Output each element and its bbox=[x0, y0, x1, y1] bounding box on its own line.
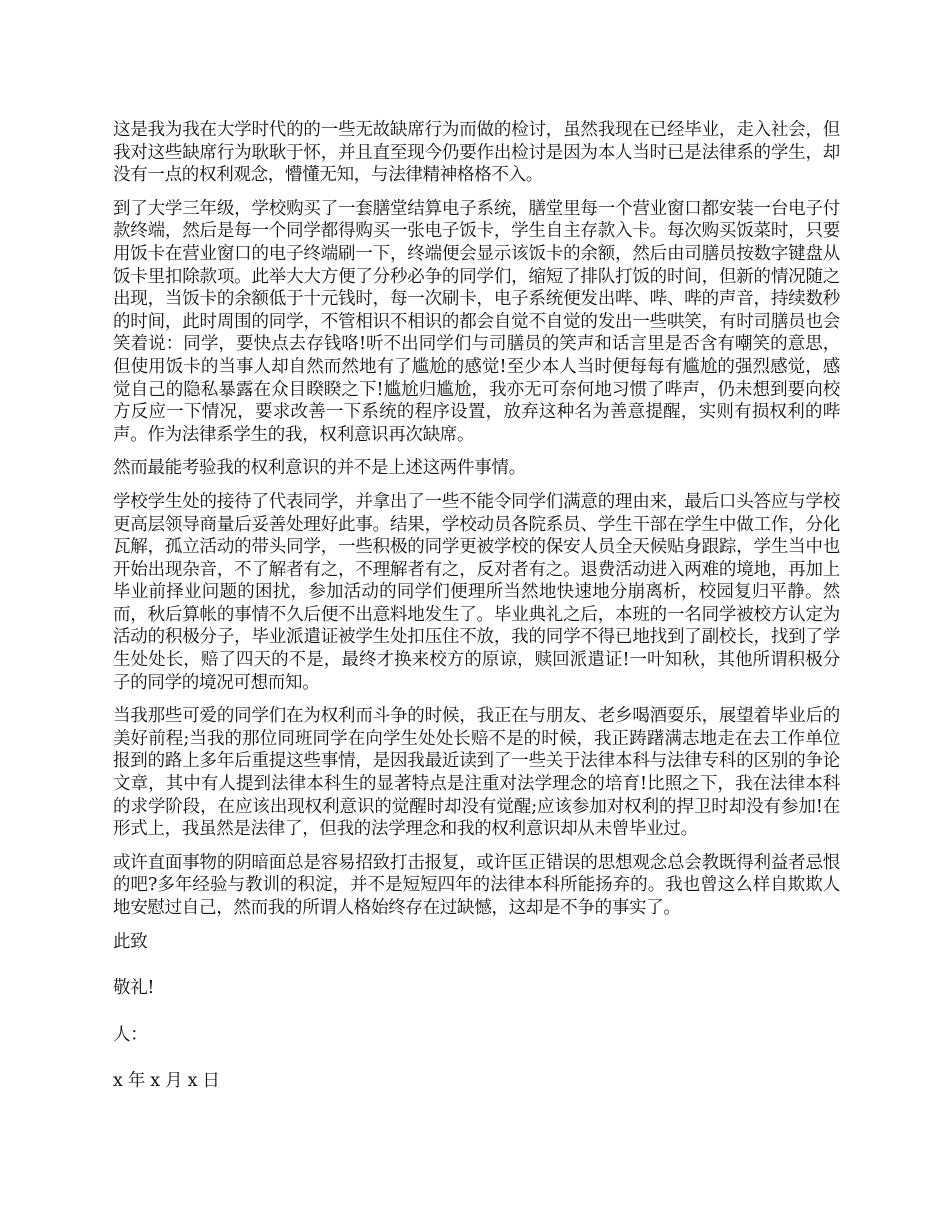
date-line: x 年 x 月 x 日 bbox=[113, 1071, 220, 1092]
paragraph-6: 或许直面事物的阴暗面总是容易招致打击报复，或许匡正错误的思想观念总会教既得利益者忌恨的吧?多年经验与教训的积淀，并不是短短四年的法律本科所能扬弃的。我也曾这么样自欺欺人地安慰过自己，然而我的所谓人格始终存在过缺憾，这却是不争的事实了。 bbox=[113, 852, 840, 918]
closing-salutation: 此致 bbox=[113, 931, 148, 952]
letter-page bbox=[113, 119, 840, 1117]
paragraph-5: 当我那些可爱的同学们在为权利而斗争的时候，我正在与朋友、老乡喝酒耍乐，展望着毕业后的美好前程;当我的那位同班同学在向学生处处长赔不是的时候，我正踌躇满志地走在去工作单位报到的路上多年后重提这些事情，是因我最近读到了一些关于法律本科与法律专科的区别的争论文章，其中有人提到法律本科生的显著特点是注重对法学理念的培育!比照之下，我在法律本科的求学阶段，在应该出现权利意识的觉醒时却没有觉醒;应该参加对权利的捍卫时却没有参加!在形式上，我虽然是法律了，但我的法学理念和我的权利意识却从未曾毕业过。 bbox=[113, 706, 840, 840]
paragraph-1: 这是我为我在大学时代的的一些无故缺席行为而做的检讨，虽然我现在已经毕业，走入社会，但我对这些缺席行为耿耿于怀，并且直至现今仍要作出检讨是因为本人当时已是法律系的学生，却没有一点的权利观念，懵懂无知，与法律精神格格不入。 bbox=[113, 120, 840, 186]
paragraph-4: 学校学生处的接待了代表同学，并拿出了一些不能令同学们满意的理由来，最后口头答应与学校更高层领导商量后妥善处理好此事。结果，学校动员各院系员、学生干部在学生中做工作，分化瓦解，孤立活动的带头同学，一些积极的同学更被学校的保安人员全天候贴身跟踪，学生当中也开始出现杂音，不了解者有之，不理解者有之，反对者有之。退费活动进入两难的境地，再加上毕业前择业问题的困扰，参加活动的同学们便理所当然地快速地分崩离析，校园复归平静。然而，秋后算帐的事情不久后便不出意料地发生了。毕业典礼之后，本班的一名同学被校方认定为活动的积极分子，毕业派遣证被学生处扣压住不放，我的同学不得已地找到了副校长，找到了学生处处长，赔了四天的不是，最终才换来校方的原谅，赎回派遣证!一叶知秋，其他所谓积极分子的同学的境况可想而知。 bbox=[113, 491, 840, 693]
signer-line: 人： bbox=[113, 1024, 148, 1045]
paragraph-2: 到了大学三年级，学校购买了一套膳堂结算电子系统，膳堂里每一个营业窗口都安装一台电子付款终端，然后是每一个同学都得购买一张电子饭卡，学生自主存款入卡。每次购买饭菜时，只要用饭卡在营业窗口的电子终端刷一下，终端便会显示该饭卡的余额，然后由司膳员按数字键盘从饭卡里扣除款项。此举大大方便了分秒必争的同学们，缩短了排队打饭的时间，但新的情况随之出现，当饭卡的余额低于十元钱时，每一次刷卡，电子系统便发出哔、哔、哔的声音，持续数秒的时间，此时周围的同学，不管相识不相识的都会自觉不自觉的发出一些哄笑，有时司膳员也会笑着说：同学，要快点去存钱咯!听不出同学们与司膳员的笑声和话言里是否含有嘲笑的意思，但使用饭卡的当事人却自然而然地有了尴尬的感觉!至少本人当时便每每有尴尬的强烈感觉，感觉自己的隐私暴露在众目睽睽之下!尴尬归尴尬，我亦无可奈何地习惯了哔声，仍未想到要向校方反应一下情况，要求改善一下系统的程序设置，放弃这种名为善意提醒，实则有损权利的哔声。作为法律系学生的我，权利意识再次缺席。 bbox=[113, 198, 840, 445]
paragraph-3: 然而最能考验我的权利意识的并不是上述这两件事情。 bbox=[113, 458, 526, 479]
closing-regards: 敬礼! bbox=[113, 978, 155, 999]
